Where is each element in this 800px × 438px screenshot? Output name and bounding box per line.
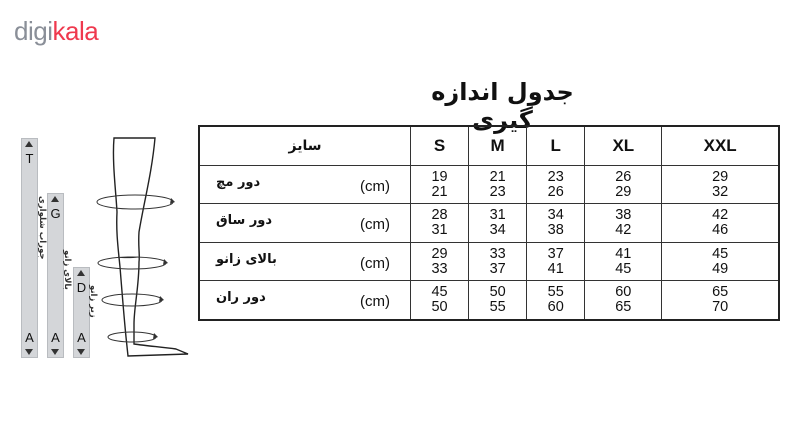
row-label-cell (199, 242, 411, 280)
value-min: 60 (615, 284, 632, 301)
value-max: 49 (712, 260, 729, 277)
value-cell (469, 204, 527, 242)
row-label: دور ران (216, 290, 266, 306)
arrow-up-icon (77, 270, 85, 276)
bar-label-tights: جوراب شلواری (37, 196, 47, 260)
digikala-logo[interactable] (14, 16, 98, 47)
value-max: 70 (712, 299, 729, 316)
value-max: 32 (712, 183, 729, 200)
value-max: 29 (615, 183, 632, 200)
value-min: 21 (489, 168, 506, 185)
value-cell (585, 204, 662, 242)
unit-label: (cm) (360, 254, 390, 272)
value-max: 65 (615, 299, 632, 316)
value-min: 45 (712, 245, 729, 262)
bar-bottom-letter: A (77, 330, 86, 345)
value-cell (662, 242, 779, 280)
value-cell (662, 204, 779, 242)
value-cell (469, 281, 527, 320)
value-min: 42 (712, 207, 729, 224)
size-col-s: S (411, 126, 469, 166)
value-min: 29 (712, 168, 729, 185)
value-cell (585, 281, 662, 320)
size-col-m: M (469, 126, 527, 166)
arrow-up-icon (51, 196, 59, 202)
value-min: 23 (547, 168, 564, 185)
value-cell (469, 242, 527, 280)
size-table (198, 125, 780, 321)
value-min: 26 (615, 168, 632, 185)
value-max: 34 (489, 222, 506, 239)
value-cell (585, 166, 662, 204)
value-min: 37 (547, 245, 564, 262)
bar-bottom-letter: A (25, 330, 34, 345)
arrow-down-icon (77, 349, 85, 355)
calf-measure-ellipse (102, 294, 162, 306)
knee-measure-ellipse (98, 257, 166, 269)
value-min: 41 (615, 245, 632, 262)
table-header-row (199, 126, 779, 166)
value-cell (585, 242, 662, 280)
value-max: 46 (712, 222, 729, 239)
bar-top-letter: T (25, 151, 34, 166)
value-cell (411, 166, 469, 204)
page-title: جدول اندازه گیری (431, 78, 574, 134)
value-max: 23 (489, 183, 506, 200)
value-cell (662, 166, 779, 204)
leg-outline (113, 138, 188, 356)
value-max: 42 (615, 222, 632, 239)
value-max: 45 (615, 260, 632, 277)
bar-bottom-letter: A (51, 330, 60, 345)
size-label: سایز (199, 126, 411, 166)
value-min: 31 (489, 207, 506, 224)
row-label: دور ساق (216, 213, 273, 229)
value-min: 55 (547, 284, 564, 301)
value-min: 29 (431, 245, 448, 262)
value-max: 50 (431, 299, 448, 316)
row-label-cell (199, 166, 411, 204)
value-cell (411, 204, 469, 242)
value-cell (662, 281, 779, 320)
arrow-down-icon (51, 349, 59, 355)
value-cell (527, 204, 585, 242)
value-min: 34 (547, 207, 564, 224)
value-max: 55 (489, 299, 506, 316)
value-max: 33 (431, 260, 448, 277)
ankle-measure-ellipse (108, 332, 156, 342)
value-min: 50 (489, 284, 506, 301)
thigh-measure-ellipse (97, 195, 173, 209)
value-min: 65 (712, 284, 729, 301)
table-row (199, 204, 779, 242)
table-row (199, 166, 779, 204)
table-row (199, 242, 779, 280)
table-row (199, 281, 779, 320)
bar-top-letter: D (76, 280, 87, 295)
unit-label: (cm) (360, 178, 390, 195)
value-max: 31 (431, 222, 448, 239)
row-label: بالای زانو (216, 251, 277, 267)
value-min: 19 (431, 168, 448, 185)
value-cell (411, 281, 469, 320)
value-max: 41 (547, 260, 564, 277)
value-cell (527, 166, 585, 204)
value-min: 33 (489, 245, 506, 262)
size-col-xl: XL (585, 126, 662, 166)
value-cell (527, 281, 585, 320)
row-label-cell (199, 204, 411, 242)
value-max: 60 (547, 299, 564, 316)
row-label: دور مچ (216, 175, 261, 190)
row-label-cell (199, 281, 411, 320)
size-col-l: L (527, 126, 585, 166)
bar-label-above-knee: بالای زانو (62, 250, 72, 290)
bar-top-letter: G (50, 206, 61, 221)
unit-label: (cm) (360, 216, 390, 234)
value-cell (411, 242, 469, 280)
value-cell (527, 242, 585, 280)
value-max: 38 (547, 222, 564, 239)
value-min: 45 (431, 284, 448, 301)
leg-illustration (92, 132, 196, 364)
value-max: 26 (547, 183, 564, 200)
arrow-down-icon (25, 349, 33, 355)
unit-label: (cm) (360, 293, 390, 311)
size-col-xxl: XXL (662, 126, 779, 166)
logo-part-kala: kala (52, 16, 99, 46)
bar-tights (21, 138, 38, 358)
bar-label-below-knee: زیر زانو (88, 285, 98, 318)
arrow-up-icon (25, 141, 33, 147)
value-max: 21 (431, 183, 448, 200)
value-min: 28 (431, 207, 448, 224)
value-cell (469, 166, 527, 204)
value-max: 37 (489, 260, 506, 277)
logo-part-digi: digi (14, 16, 53, 46)
value-min: 38 (615, 207, 632, 224)
